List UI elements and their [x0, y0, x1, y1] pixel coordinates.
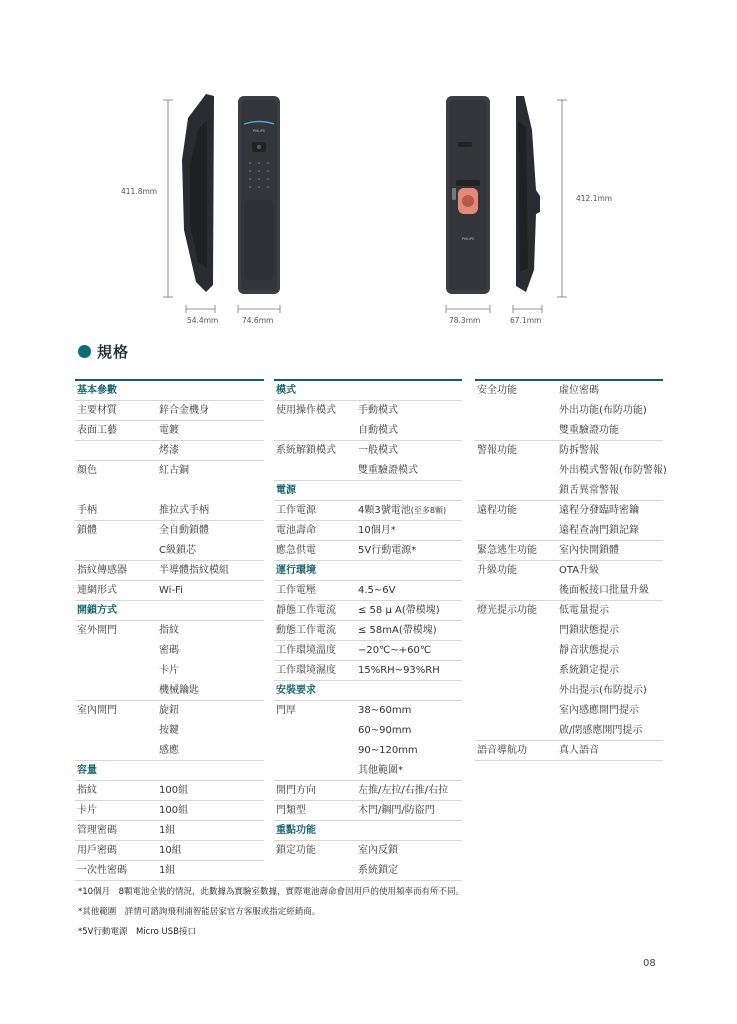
spec-value-text: 虛位密碼 [559, 385, 599, 396]
spec-section-row [274, 821, 462, 841]
spec-row [475, 721, 663, 741]
spec-value-text: 密碼 [159, 645, 179, 656]
spec-value-text: 其他範圍* [358, 765, 403, 776]
spec-row [475, 521, 663, 541]
spec-value-text: 遠程查詢門鎖記錄 [559, 525, 639, 536]
spec-row [475, 561, 663, 581]
spec-row [475, 621, 663, 641]
footnote: *10個月 8顆電池全裝的情況，此數據為實驗室數據，實際電池壽命會因用戶的使用頻率而有所不同。 [78, 887, 464, 897]
spec-value-text: 外出模式警報(布防警報) [559, 465, 667, 476]
spec-value [159, 785, 188, 796]
spec-key: 語音導航功 [477, 745, 527, 756]
spec-section-row [75, 601, 264, 621]
spec-value-note: (至多8顆) [410, 506, 447, 515]
spec-row [475, 541, 663, 561]
footnote: *5V行動電源 Micro USB接口 [78, 927, 197, 937]
spec-value-text: 左推/左拉/右推/右拉 [358, 785, 449, 796]
height-right-label: 412.1mm [576, 194, 613, 203]
spec-value [358, 545, 416, 556]
spec-value [159, 525, 209, 536]
spec-value-text: 鋅合金機身 [159, 405, 209, 416]
spec-key: 工作環境濕度 [276, 665, 336, 676]
spec-row [75, 701, 264, 721]
spec-key: 緊急逃生功能 [477, 545, 537, 556]
spec-row [274, 721, 462, 741]
spec-value [159, 505, 209, 516]
spec-value-text: 木門/鋼門/防盜門 [358, 805, 435, 816]
spec-key: 指紋 [77, 785, 97, 796]
spec-key: 工作電源 [276, 505, 316, 516]
spec-value [559, 705, 639, 716]
spec-row [274, 501, 462, 521]
spec-row [475, 741, 663, 761]
spec-row [274, 621, 462, 641]
spec-key: 遠程功能 [477, 505, 517, 516]
spec-row [75, 801, 264, 821]
spec-row [274, 781, 462, 801]
spec-row [274, 641, 462, 661]
spec-column-features [475, 379, 667, 761]
spec-value-text: 4顆3號電池 [358, 505, 411, 516]
spec-value-text: 啟/閉感應開門提示 [559, 725, 643, 736]
spec-row [274, 661, 462, 681]
spec-value [159, 445, 179, 456]
spec-value [559, 545, 619, 556]
spec-value-text: 烤漆 [159, 445, 179, 456]
spec-value-text: 紅古銅 [159, 465, 189, 476]
spec-row [274, 581, 462, 601]
spec-value [559, 445, 599, 456]
spec-value [159, 405, 209, 416]
spec-value-text: 60~90mm [358, 725, 412, 736]
width-back-handle-label: 67.1mm [510, 316, 542, 325]
spec-row [475, 401, 663, 421]
spec-column-basic [75, 379, 264, 881]
spec-value [358, 745, 418, 756]
spec-row [274, 441, 462, 461]
spec-key: 應急供電 [276, 545, 316, 556]
spec-section-label: 電源 [276, 485, 296, 496]
spec-value-text: 1組 [159, 825, 176, 836]
spec-row [75, 581, 264, 601]
spec-value [559, 425, 619, 436]
back-brand-text: PHILIPS [462, 237, 474, 241]
spec-section-label: 模式 [276, 385, 296, 396]
spec-value [559, 585, 649, 596]
spec-value [159, 585, 183, 596]
spec-key: 鎖定功能 [276, 845, 316, 856]
spec-row [274, 801, 462, 821]
spec-key: 指紋傳感器 [77, 565, 127, 576]
spec-row [475, 681, 663, 701]
spec-value-text: 15%RH~93%RH [358, 665, 440, 676]
spec-key: 用戶密碼 [77, 845, 117, 856]
spec-key: 動態工作電流 [276, 625, 336, 636]
spec-row [75, 621, 264, 641]
spec-value [159, 725, 179, 736]
spec-value [159, 685, 199, 696]
spec-value-text: ≤ 58mA(帶模塊) [358, 625, 437, 636]
spec-value-text: 系統鎖定 [358, 865, 398, 876]
spec-value [358, 765, 403, 776]
spec-value [358, 445, 398, 456]
spec-value [159, 845, 182, 856]
spec-row [75, 741, 264, 761]
spec-value [358, 625, 437, 636]
spec-value [358, 605, 440, 616]
spec-row [475, 501, 663, 521]
spec-value [159, 825, 175, 836]
spec-value [159, 545, 196, 556]
spec-value [358, 645, 431, 656]
spec-row [75, 781, 264, 801]
spec-value-text: 後面板接口批量升級 [559, 585, 649, 596]
spec-value [159, 425, 179, 436]
spec-row [274, 841, 462, 861]
spec-row [274, 741, 462, 761]
spec-row [75, 501, 264, 521]
spec-value [159, 465, 189, 476]
spec-row [274, 421, 462, 441]
spec-value [358, 465, 418, 476]
spec-value-text: 全自動鎖體 [159, 525, 209, 536]
spec-heading [78, 341, 129, 362]
spec-key: 門類型 [276, 805, 306, 816]
spec-value [559, 605, 609, 616]
spec-value-text: 雙重驗證功能 [559, 425, 619, 436]
spec-value-text: 室內快開鎖體 [559, 545, 619, 556]
spec-value-text: 10個月* [358, 525, 396, 536]
spec-row [274, 521, 462, 541]
spec-value [358, 865, 398, 876]
spec-row [75, 661, 264, 681]
spec-row [475, 441, 663, 461]
spec-value-text: 機械鑰匙 [159, 685, 199, 696]
height-left-label: 411.8mm [121, 187, 158, 196]
spec-value [358, 505, 446, 516]
spec-key: 室內開門 [77, 705, 117, 716]
spec-row [274, 761, 462, 781]
spec-value-text: 自動模式 [358, 425, 398, 436]
spec-key: 系統解鎖模式 [276, 445, 336, 456]
spec-key: 管理密碼 [77, 825, 117, 836]
spec-value [559, 565, 599, 576]
spec-value [559, 465, 667, 476]
spec-value [358, 525, 396, 536]
spec-value [559, 685, 647, 696]
spec-value-text: C級鎖芯 [159, 545, 196, 556]
spec-value-text: 室內反鎖 [358, 845, 398, 856]
spec-key: 開門方向 [276, 785, 316, 796]
spec-key: 鎖體 [77, 525, 97, 536]
spec-value [559, 745, 599, 756]
spec-value [358, 405, 398, 416]
spec-value-text: 鎖舌異常警報 [559, 485, 619, 496]
spec-row [475, 381, 663, 401]
spec-row [274, 701, 462, 721]
spec-value-text: 10組 [159, 845, 182, 856]
spec-value-text: 感應 [159, 745, 179, 756]
spec-section-row [274, 681, 462, 701]
spec-value [159, 665, 179, 676]
spec-row [75, 841, 264, 861]
spec-value-text: 38~60mm [358, 705, 412, 716]
spec-row [475, 601, 663, 621]
spec-row [75, 481, 264, 501]
spec-section-label: 基本參數 [77, 385, 117, 396]
spec-row [75, 521, 264, 541]
spec-value [358, 705, 411, 716]
spec-value-text: 4.5~6V [358, 585, 396, 596]
spec-key: 安全功能 [477, 385, 517, 396]
spec-value-text: 防拆警報 [559, 445, 599, 456]
bullet-dot-icon [78, 345, 91, 358]
spec-key: 一次性密碼 [77, 865, 127, 876]
spec-value-text: 門鎖狀態提示 [559, 625, 619, 636]
front-brand-text: PHILIPS [253, 129, 265, 133]
spec-row [475, 581, 663, 601]
spec-section-label: 運行環境 [276, 565, 316, 576]
spec-value [358, 585, 396, 596]
spec-key: 燈光提示功能 [477, 605, 537, 616]
spec-row [75, 821, 264, 841]
spec-value-text: Wi-Fi [159, 585, 183, 596]
spec-value [559, 645, 619, 656]
spec-key: 工作電壓 [276, 585, 316, 596]
spec-value [559, 405, 647, 416]
spec-value [159, 565, 229, 576]
spec-row [274, 461, 462, 481]
spec-value-text: 1組 [159, 865, 176, 876]
spec-value [559, 485, 619, 496]
footnotes [78, 887, 464, 947]
spec-section-row [274, 481, 462, 501]
spec-value [159, 625, 179, 636]
spec-value [159, 745, 179, 756]
spec-section-row [75, 761, 264, 781]
spec-key: 主要材質 [77, 405, 117, 416]
spec-value [559, 665, 619, 676]
spec-row [75, 641, 264, 661]
spec-row [475, 661, 663, 681]
spec-value-text: 真人語音 [559, 745, 599, 756]
spec-value-text: 手動模式 [358, 405, 398, 416]
spec-value-text: 100組 [159, 785, 189, 796]
spec-row [475, 421, 663, 441]
spec-value-text: ≤ 58 μ A(帶模塊) [358, 605, 440, 616]
spec-row [75, 561, 264, 581]
page-number: 08 [643, 958, 656, 969]
spec-row [75, 721, 264, 741]
spec-value-text: OTA升級 [559, 565, 600, 576]
spec-row [75, 421, 264, 441]
width-front-body-label: 74.6mm [242, 316, 274, 325]
dimension-drawing [0, 0, 737, 330]
spec-row [475, 641, 663, 661]
spec-row [75, 861, 264, 881]
spec-value [358, 785, 448, 796]
spec-value-text: 100組 [159, 805, 189, 816]
spec-row [475, 481, 663, 501]
back-lock-body [446, 96, 490, 294]
spec-value [559, 525, 639, 536]
spec-value [358, 805, 435, 816]
spec-title: 規格 [97, 343, 130, 361]
spec-value-text: 卡片 [159, 665, 179, 676]
spec-key: 連網形式 [77, 585, 117, 596]
spec-value [159, 805, 188, 816]
spec-row [475, 461, 667, 481]
spec-section-label: 重點功能 [276, 825, 316, 836]
spec-section-label: 容量 [77, 765, 97, 776]
spec-value [559, 625, 619, 636]
spec-key: 室外開門 [77, 625, 117, 636]
spec-key: 門厚 [276, 705, 296, 716]
spec-value-text: 遠程分發臨時密鑰 [559, 505, 639, 516]
spec-row [75, 441, 264, 461]
spec-key: 卡片 [77, 805, 97, 816]
spec-section-label: 開鎖方式 [77, 605, 117, 616]
spec-row [274, 401, 462, 421]
spec-row [75, 681, 264, 701]
spec-value-text: 電鍍 [159, 425, 179, 436]
spec-row [75, 541, 264, 561]
spec-value-text: 按鍵 [159, 725, 179, 736]
spec-value [559, 505, 639, 516]
spec-row [475, 701, 663, 721]
spec-value-text: 一般模式 [358, 445, 398, 456]
width-front-handle-label: 54.4mm [187, 316, 219, 325]
spec-value-text: 5V行動電源* [358, 545, 417, 556]
spec-value-text: 雙重驗證模式 [358, 465, 418, 476]
spec-value-text: 外出功能(布防功能) [559, 405, 647, 416]
spec-key: 升級功能 [477, 565, 517, 576]
spec-column-mode [274, 379, 462, 881]
spec-value-text: 系統鎖定提示 [559, 665, 619, 676]
spec-value-text: 低電量提示 [559, 605, 609, 616]
spec-key: 手柄 [77, 505, 97, 516]
spec-key: 電池壽命 [276, 525, 316, 536]
spec-value-text: 外出提示(布防提示) [559, 685, 647, 696]
spec-key: 靜態工作電流 [276, 605, 336, 616]
spec-value [559, 725, 642, 736]
spec-value-text: −20℃~+60℃ [358, 645, 432, 656]
spec-value [159, 645, 179, 656]
spec-row [274, 541, 462, 561]
spec-row [274, 861, 462, 881]
width-back-body-label: 78.3mm [449, 316, 481, 325]
spec-value-text: 指紋 [159, 625, 179, 636]
spec-value [358, 665, 440, 676]
front-lock-body [238, 96, 280, 294]
footnote: *其他範圍 詳情可諮詢飛利浦智能居家官方客服或指定經銷商。 [78, 907, 321, 917]
spec-key: 工作環境溫度 [276, 645, 336, 656]
spec-value-text: 90~120mm [358, 745, 418, 756]
spec-value [358, 845, 398, 856]
spec-value [559, 385, 599, 396]
spec-section-row [274, 381, 462, 401]
spec-value [159, 865, 175, 876]
spec-key: 顏色 [77, 465, 97, 476]
spec-value [358, 425, 398, 436]
spec-section-label: 安裝要求 [276, 685, 316, 696]
spec-row [75, 461, 264, 481]
spec-value-text: 靜音狀態提示 [559, 645, 619, 656]
spec-row [75, 401, 264, 421]
spec-key: 表面工藝 [77, 425, 117, 436]
spec-value [159, 705, 179, 716]
spec-section-row [274, 561, 462, 581]
spec-row [274, 601, 462, 621]
spec-key: 使用操作模式 [276, 405, 336, 416]
spec-section-row [75, 381, 264, 401]
spec-value [358, 725, 411, 736]
spec-value-text: 旋鈕 [159, 705, 179, 716]
spec-value-text: 半導體指紋模組 [159, 565, 229, 576]
spec-key: 警報功能 [477, 445, 517, 456]
spec-value-text: 室內感應開門提示 [559, 705, 639, 716]
spec-value-text: 推拉式手柄 [159, 505, 209, 516]
